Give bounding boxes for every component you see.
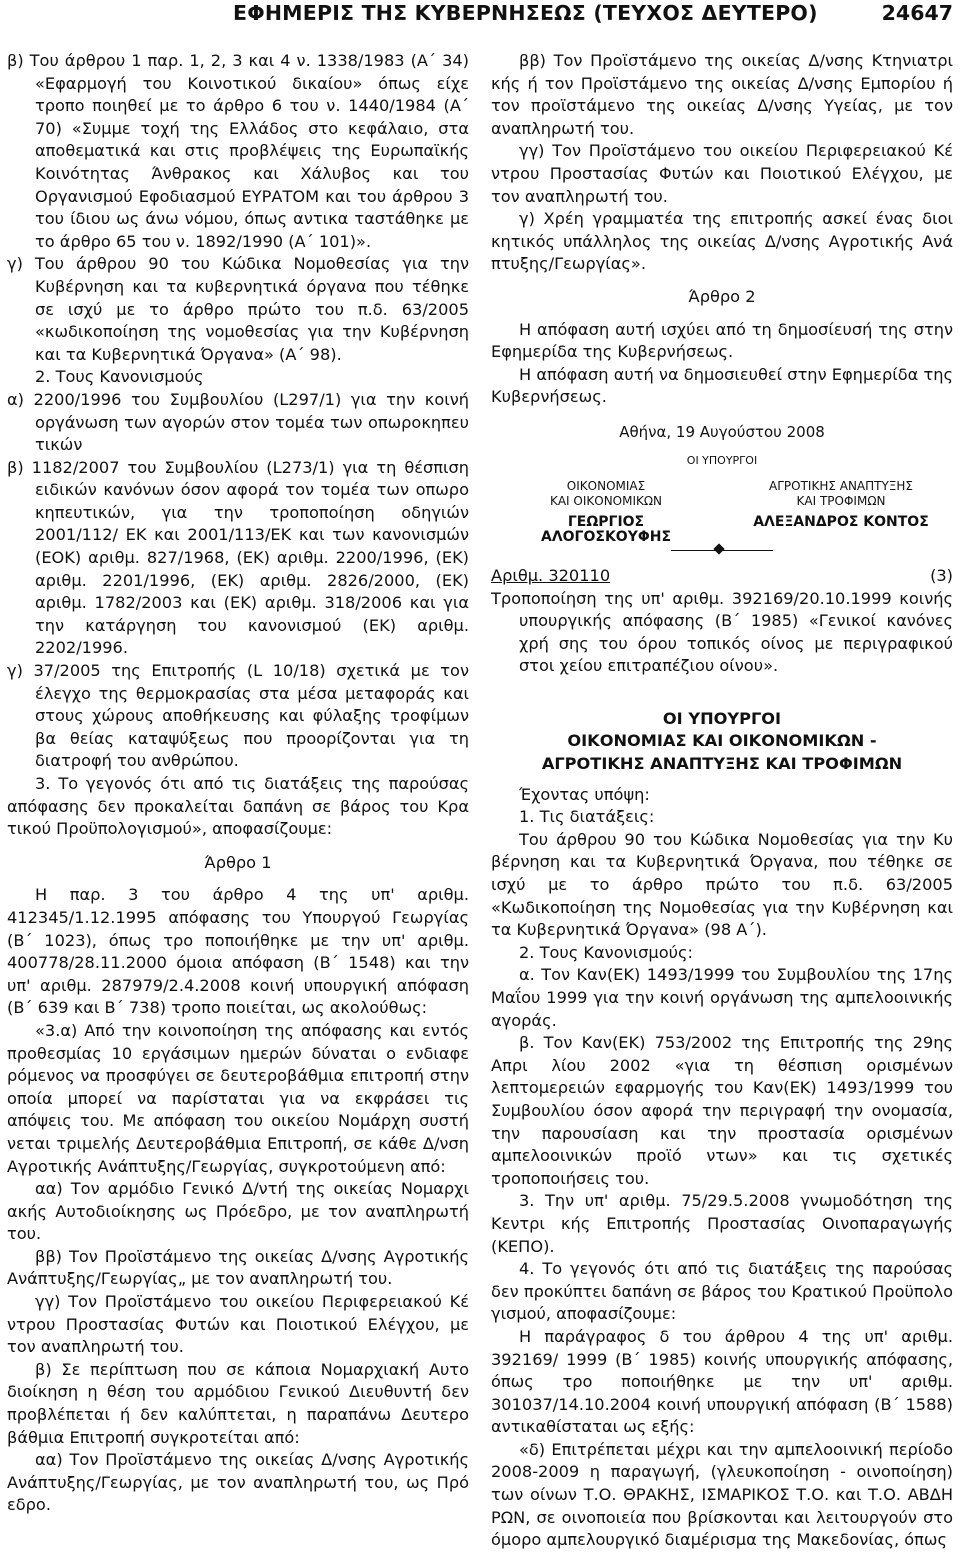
paragraph: αα) Τον Προϊστάμενο της οικείας Δ/νσης Αγροτικής Ανάπτυξης/Γεωργίας, με τον αναπληρωτή του, ως Πρό εδρο. (7, 1450, 469, 1515)
paragraph: 2. Τους Κανονισμούς: (519, 942, 693, 962)
paragraph: Του άρθρου 90 του Κώδικα Νομοθεσίας για την Κυ βέρνηση και τα Κυβερνητικά Όργανα, που τέθηκε σε ισχύ με το άρθρο πρώτο του π.δ. 63/2005 «Κωδικοποίηση της Νομοθεσίας για την Κυβέρνηση και τα Κυβερνητικά Όργανα» (98 Α΄). (491, 829, 953, 940)
paragraph: γ) 37/2005 της Επιτροπής (L 10/18) σχετικά με τον έλεγχο της θερμοκρασίας στα μέσα μεταφοράς και στους χώρους αποθήκευσης και φύλαξης τροφίμων βα θείας καταψύξεως που προορίζονται για τη διατροφή του ανθρώπου. (7, 661, 469, 771)
ministers-heading (491, 708, 953, 776)
paragraph: «δ) Επιτρέπεται μέχρι και την αμπελοοινική περίοδο 2008-2009 η παραγωγή, (γλευκοποίηση - οινοποίηση) των οίνων Τ.Ο. ΘΡΑΚΗΣ, ΙΣΜΑΡΙΚΟΣ Τ.Ο. και Τ.Ο. ΑΒΔΗ ΡΩΝ, σε οινοποιεία που βρίσκονται και λειτουργούν στο όμορο αμπελουργικό διαμέρισμα της Μακεδονίας, όπως (491, 1439, 953, 1550)
signature-role: ΟΙΚΟΝΟΜΙΑΣ (566, 478, 646, 493)
signature-right (729, 479, 953, 530)
paragraph: 3. Την υπ' αριθμ. 75/29.5.2008 γνωμοδότηση της Κεντρι κής Επιτροπής Προστασίας Οινοπαραγωγής (ΚΕΠΟ). (491, 1191, 953, 1256)
signature-role: ΑΓΡΟΤΙΚΗΣ ΑΝΑΠΤΥΞΗΣ (769, 478, 913, 493)
paragraph: Η παρ. 3 του άρθρο 4 της υπ' αριθμ. 412345/1.12.1995 απόφασης του Υπουργού Γεωργίας (Β΄ 1023), όπως τρο ποποιήθηκε με την υπ' αριθμ. 400778/28.11.2000 όμοια απόφαση (Β΄ 1548) και την υπ' αριθμ. 287979/2.4.2008 κοινή υπουργική απόφαση (Β΄ 639 και Β΄ 738) τροπο ποιείται, ως ακολούθως: (7, 885, 469, 1018)
decision-subject: Τροποποίηση της υπ' αριθμ. 392169/20.10.1999 κοινής υπουργικής απόφασης (Β΄ 1985) «Γενικοί κανόνες χρή σης του όρου τοπικός οίνος με περιγραφικού στοι χείου επιτραπέζιου οίνου». (491, 588, 953, 676)
paragraph: β. Τον Καν(ΕΚ) 753/2002 της Επιτροπής της 29ης Απρι λίου 2002 «για τη θέσπιση ορισμένων λεπτομερειών εφαρμογής του Καν(ΕΚ) 1493/1999 του Συμβουλίου όσον αφορά την περιγραφή την ονομασία, την παρουσίαση και την προστασία ορισμένων αμπελοοινικών προϊό ντων» και τις σχετικές τροποποιήσεις του. (491, 1033, 953, 1188)
article-heading: Άρθρο 2 (688, 286, 756, 306)
paragraph: β) Σε περίπτωση που σε κάποια Νομαρχιακή Αυτο διοίκηση η θέση του αρμόδιου Γενικού Διευθυντή δεν προβλέπεται ή δεν καλύπτεται, η παραπάνω Δευτερο βάθμια Επιτροπή συγκροτείται από: (7, 1359, 469, 1447)
paragraph: γ) Του άρθρου 90 του Κώδικα Νομοθεσίας για την Κυβέρνηση και τα κυβερνητικά όργανα που τέθηκε σε ισχύ με το άρθρο πρώτο του π.δ. 63/2005 «κωδικοποίηση της νομοθεσίας για την Κυβέρνηση και τα Κυβερνητικά Όργανα» (Α΄ 98). (7, 254, 469, 364)
right-column (491, 50, 953, 1552)
section-divider (491, 541, 953, 559)
heading-line: ΟΙΚΟΝΟΜΙΑΣ ΚΑΙ ΟΙΚΟΝΟΜΙΚΩΝ - (567, 731, 877, 751)
left-column (7, 50, 469, 1517)
paragraph: Η παράγραφος δ του άρθρου 4 της υπ' αριθμ. 392169/ 1999 (Β΄ 1985) κοινής υπουργικής απόφασης, όπως τρο ποποιήθηκε με την υπ' αριθμ. 301037/14.10.2004 κοινή υπουργική απόφαση (Β΄ 1588) αντικαθίσταται ως εξής: (491, 1326, 953, 1437)
decision-number: Αριθμ. 320110 (491, 565, 611, 585)
signature-left (501, 479, 711, 545)
decision-number-row (491, 565, 953, 588)
paragraph: γγ) Τον Προϊστάμενο του οικείου Περιφερειακού Κέ ντρου Προστασίας Φυτών και Ποιοτικού Ελέγχου, με τον αναπληρωτή του. (7, 1292, 469, 1357)
page-header (0, 0, 960, 30)
paragraph: 1. Τις διατάξεις: (519, 807, 655, 827)
signature-name: ΑΛΕΞΑΝΔΡΟΣ ΚΟΝΤΟΣ (753, 513, 929, 530)
paragraph: «3.α) Από την κοινοποίηση της απόφασης και εντός προθεσμίας 10 εργάσιμων ημερών δύναται ο ενδιαφε ρόμενος να προσφύγει σε δευτεροβάθμια επιτροπή στην οποία μπορεί να παρίσταται για να εκφράσει τις απόψεις του. Με απόφαση του οικείου Νομάρχη συστή νεται τριμελής Δευτεροβάθμια Επιτροπή, σε κάθε Δ/νση Αγροτικής Ανάπτυξης/Γεωργίας, συγκροτούμενη από: (7, 1020, 469, 1176)
paragraph: 4. Το γεγονός ότι από τις διατάξεις της παρούσας δεν προκύπτει δαπάνη σε βάρος του Κρατικού Προϋπολο γισμού, αποφασίζουμε: (491, 1259, 953, 1324)
paragraph: αα) Τον αρμόδιο Γενικό Δ/ντή της οικείας Νομαρχι ακής Αυτοδιοίκησης ως Πρόεδρο, με τον αναπληρωτή του. (7, 1179, 469, 1244)
paragraph: γγ) Τον Προϊστάμενο του οικείου Περιφερειακού Κέ ντρου Προστασίας Φυτών και Ποιοτικού Ελέγχου, με τον αναπληρωτή του. (491, 141, 953, 206)
signature-block (491, 422, 953, 545)
paragraph: α. Τον Καν(ΕΚ) 1493/1999 του Συμβουλίου της 17ης Μαΐου 1999 για την κοινή οργάνωση της αμπελοοινικής αγοράς. (491, 965, 953, 1030)
paragraph: 3. Το γεγονός ότι από τις διατάξεις της παρούσας απόφασης δεν προκαλείται δαπάνη σε βάρος του Κρα τικού Προϋπολογισμού», αποφασίζουμε: (7, 774, 469, 839)
page-number: 24647 (881, 1, 953, 25)
heading-line: ΑΓΡΟΤΙΚΗΣ ΑΝΑΠΤΥΞΗΣ ΚΑΙ ΤΡΟΦΙΜΩΝ (541, 754, 903, 774)
signature-role: ΚΑΙ ΤΡΟΦΙΜΩΝ (796, 493, 886, 508)
signature-role: ΚΑΙ ΟΙΚΟΝΟΜΙΚΩΝ (549, 493, 663, 508)
diamond-icon (713, 543, 724, 554)
paragraph: Η απόφαση αυτή να δημοσιευθεί στην Εφημερίδα της Κυβερνήσεως. (491, 364, 953, 407)
paragraph: ββ) Τον Προϊστάμενο της οικείας Δ/νσης Αγροτικής Ανάπτυξης/Γεωργίας„ με τον αναπληρωτή του. (7, 1246, 469, 1289)
signature-ministers-label: ΟΙ ΥΠΟΥΡΓΟΙ (686, 453, 758, 467)
paragraph: Η απόφαση αυτή ισχύει από τη δημοσίευσή της στην Εφημερίδα της Κυβερνήσεως. (491, 319, 953, 362)
paragraph: Έχοντας υπόψη: (519, 784, 650, 804)
gazette-title: ΕΦΗΜΕΡΙΣ ΤΗΣ ΚΥΒΕΡΝΗΣΕΩΣ (ΤΕΥΧΟΣ ΔΕΥΤΕΡΟ) (233, 1, 818, 25)
article-heading: Άρθρο 1 (204, 852, 272, 872)
signature-date: Αθήνα, 19 Αυγούστου 2008 (619, 422, 825, 441)
heading-line: ΟΙ ΥΠΟΥΡΓΟΙ (662, 708, 782, 728)
paragraph: β) Του άρθρου 1 παρ. 1, 2, 3 και 4 ν. 1338/1983 (Α΄ 34) «Εφαρμογή του Κοινοτικού δικαίου» όπως είχε τροπο ποιηθεί με το άρθρο 6 του ν. 1440/1984 (Α΄ 70) «Συμμε τοχή της Ελλάδος στο κεφάλαιο, στα αποθεματικά και στις προβλέψεις της Ευρωπαϊκής Κοινότητας Άνθρακος και Χάλυβος και του Οργανισμού Εφοδιασμού ΕΥΡΑΤΟΜ και του άρθρου 3 του ίδιου ως άνω νόμου, όπως αντικα ταστάθηκε με το άρθρο 65 του ν. 1892/1990 (Α΄ 101)». (7, 51, 469, 251)
signature-name: ΓΕΩΡΓΙΟΣ ΑΛΟΓΟΣΚΟΥΦΗΣ (540, 513, 672, 545)
paragraph: 2. Τους Κανονισμούς (35, 367, 204, 387)
paragraph: β) 1182/2007 του Συμβουλίου (L273/1) για τη θέσπιση ειδικών κανόνων όσον αφορά τον τομέα των οπωρο κηπευτικών, για την τροποποίηση οδηγιών 2001/112/ ΕΚ και 2001/113/ΕΚ και των κανονισμών (ΕΟΚ) αριθμ. 827/1968, (ΕΚ) αριθμ. 2200/1996, (ΕΚ) αριθμ. 2201/1996, (ΕΚ) αριθμ. 2826/2000, (ΕΚ) αριθμ. 1782/2003 και (ΕΚ) αριθμ. 318/2006 και για την κατάργηση του κανονισμού (ΕΚ) αριθμ. 2202/1996. (7, 457, 469, 658)
paragraph: ββ) Τον Προϊστάμενο της οικείας Δ/νσης Κτηνιατρι κής ή τον Προϊστάμενο της οικείας Δ/νσης Εμπορίου ή τον προϊστάμενο της οικείας Δ/νσης Υγείας, με τον αναπληρωτή του. (491, 51, 953, 138)
paragraph: γ) Χρέη γραμματέα της επιτροπής ασκεί ένας διοι κητικός υπάλληλος της οικείας Δ/νσης Αγροτικής Ανά πτυξης/Γεωργίας». (491, 209, 953, 274)
decision-index: (3) (930, 565, 953, 585)
paragraph: α) 2200/1996 του Συμβουλίου (L297/1) για την κοινή οργάνωση των αγορών στον τομέα των οπωροκηπευ τικών (7, 389, 469, 455)
